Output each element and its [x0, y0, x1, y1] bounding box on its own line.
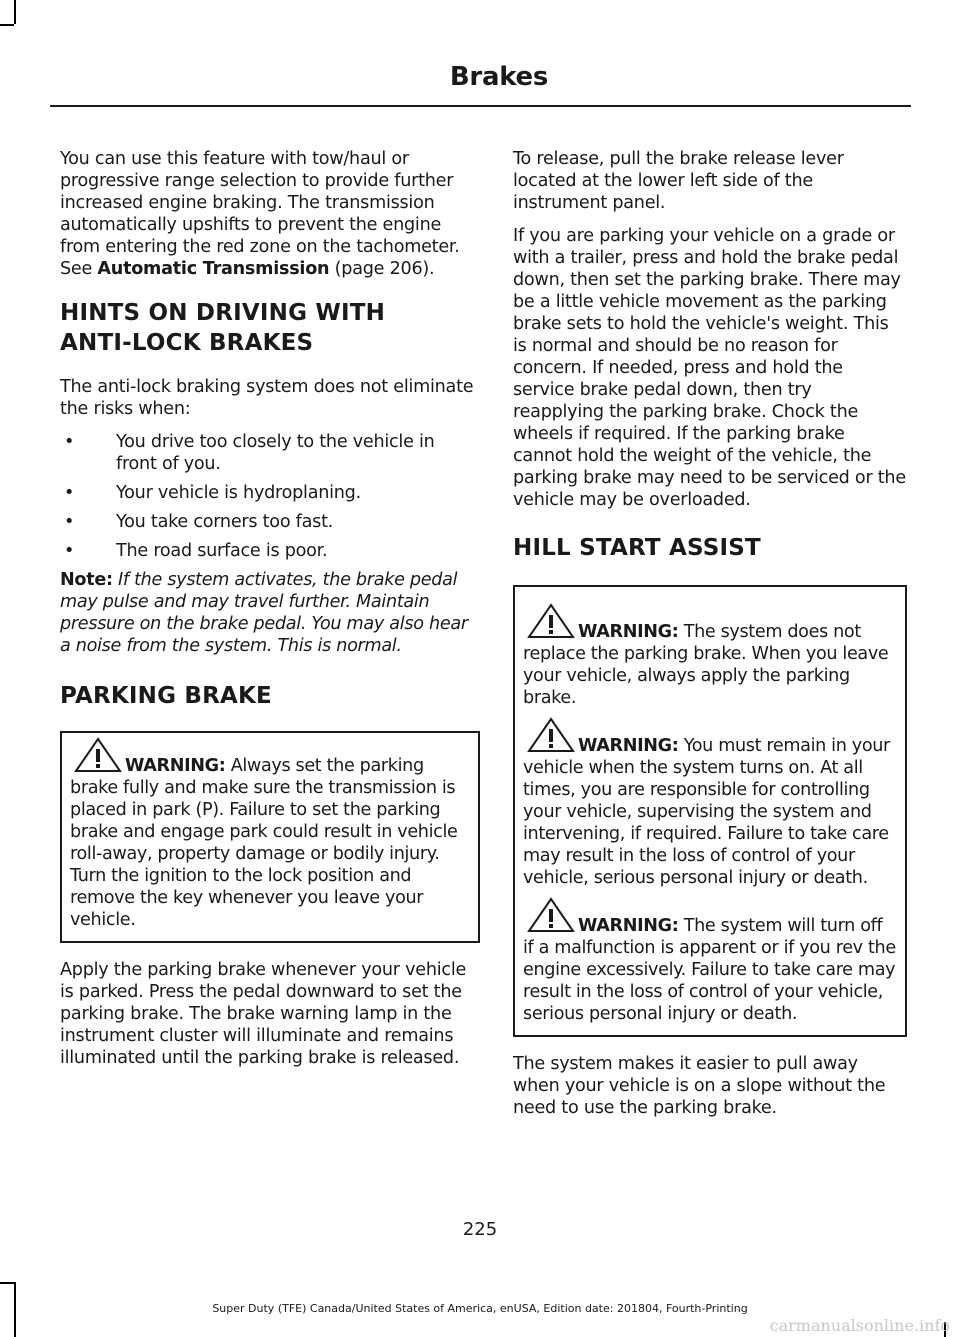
warning-text: The system does not replace the parking brake. When you leave your vehicle, always apply the parking brake.	[523, 622, 889, 708]
watermark: carmanualsonline.info	[769, 1316, 950, 1335]
list-item: • You drive too closely to the vehicle in front of you.	[60, 431, 480, 475]
automatic-transmission-link[interactable]: Automatic Transmission	[97, 259, 330, 279]
warning-label: WARNING:	[578, 736, 679, 756]
hints-intro: The anti-lock braking system does not eliminate the risks when:	[60, 377, 474, 419]
footer-edition: Super Duty (TFE) Canada/United States of America, enUSA, Edition date: 201804, Fourth-Printing	[212, 1302, 748, 1315]
hill-warning-1	[523, 621, 897, 709]
hill-warning-2	[523, 735, 897, 889]
intro-paragraph	[60, 148, 480, 280]
hill-warning-3	[523, 915, 897, 1025]
hints-list	[60, 431, 480, 562]
release-paragraph: To release, pull the brake release lever located at the lower left side of the instrument panel.	[513, 149, 844, 213]
parking-warning-box	[60, 731, 480, 943]
parking-warning	[70, 755, 470, 931]
right-column	[513, 148, 907, 1130]
warning-text: The system will turn off if a malfunction is apparent or if you rev the engine excessively. Failure to take care may result in the loss of control of your vehicle, serious personal injury or death.	[523, 916, 896, 1024]
crop-mark-bottom-left-h	[0, 1282, 14, 1284]
hill-start-paragraph: The system makes it easier to pull away when your vehicle is on a slope without the need to use the parking brake.	[513, 1054, 886, 1118]
abs-note	[60, 569, 480, 657]
warning-label: WARNING:	[578, 622, 679, 642]
header-divider	[50, 105, 911, 107]
warning-triangle-icon	[74, 737, 122, 773]
list-item: • The road surface is poor.	[60, 540, 480, 562]
warning-triangle-icon	[527, 897, 575, 933]
grade-paragraph: If you are parking your vehicle on a grade or with a trailer, press and hold the brake pedal down, then set the parking brake. There may be a little vehicle movement as the parking brake sets to hold the vehicle's weight. This is normal and should be no reason for concern. If needed, press and hold the service brake pedal down, then try reapplying the parking brake. Chock the wheels if required. If the parking brake cannot hold the weight of the vehicle, the parking brake may need to be serviced or the vehicle may be overloaded.	[513, 226, 906, 510]
crop-mark-top-left-h	[0, 24, 14, 26]
page-title: Brakes	[449, 62, 548, 92]
note-text: If the system activates, the brake pedal may pulse and may travel further. Maintain pressure on the brake pedal. You may also hear a noise from the system. This is normal.	[60, 570, 468, 656]
crop-mark-top-left	[14, 0, 16, 24]
hill-warning-box	[513, 585, 907, 1037]
parking-brake-paragraph: Apply the parking brake whenever your vehicle is parked. Press the pedal downward to set the parking brake. The brake warning lamp in the instrument cluster will illuminate and remains illuminated until the parking brake is released.	[60, 960, 467, 1068]
warning-triangle-icon	[527, 717, 575, 753]
warning-label: WARNING:	[578, 916, 679, 936]
intro-text: You can use this feature with tow/haul or progressive range selection to provide further increased engine braking. The transmission automatically upshifts to prevent the engine from entering the red zone on the tachometer. See	[60, 149, 460, 279]
heading-hints-anti-lock: HINTS ON DRIVING WITH ANTI-LOCK BRAKES	[60, 300, 386, 356]
warning-label: WARNING:	[125, 756, 226, 776]
warning-text: Always set the parking brake fully and make sure the transmission is placed in park (P). Failure to set the parking brake and engage park could result in vehicle roll-away, property damage or bodily injury. Turn the ignition to the lock position and remove the key whenever you leave your vehicle.	[70, 756, 458, 930]
page-number: 225	[462, 1219, 498, 1240]
heading-hill-start-assist: HILL START ASSIST	[513, 535, 761, 561]
heading-parking-brake: PARKING BRAKE	[60, 683, 272, 709]
left-column	[60, 148, 480, 1080]
note-label: Note:	[60, 570, 113, 590]
list-item: • You take corners too fast.	[60, 511, 480, 533]
intro-page-ref: (page 206).	[329, 259, 435, 279]
warning-triangle-icon	[527, 603, 575, 639]
list-item: • Your vehicle is hydroplaning.	[60, 482, 480, 504]
warning-text: You must remain in your vehicle when the system turns on. At all times, you are responsible for controlling your vehicle, supervising the system and intervening, if required. Failure to take care may result in the loss of control of your vehicle, serious personal injury or death.	[523, 736, 890, 888]
